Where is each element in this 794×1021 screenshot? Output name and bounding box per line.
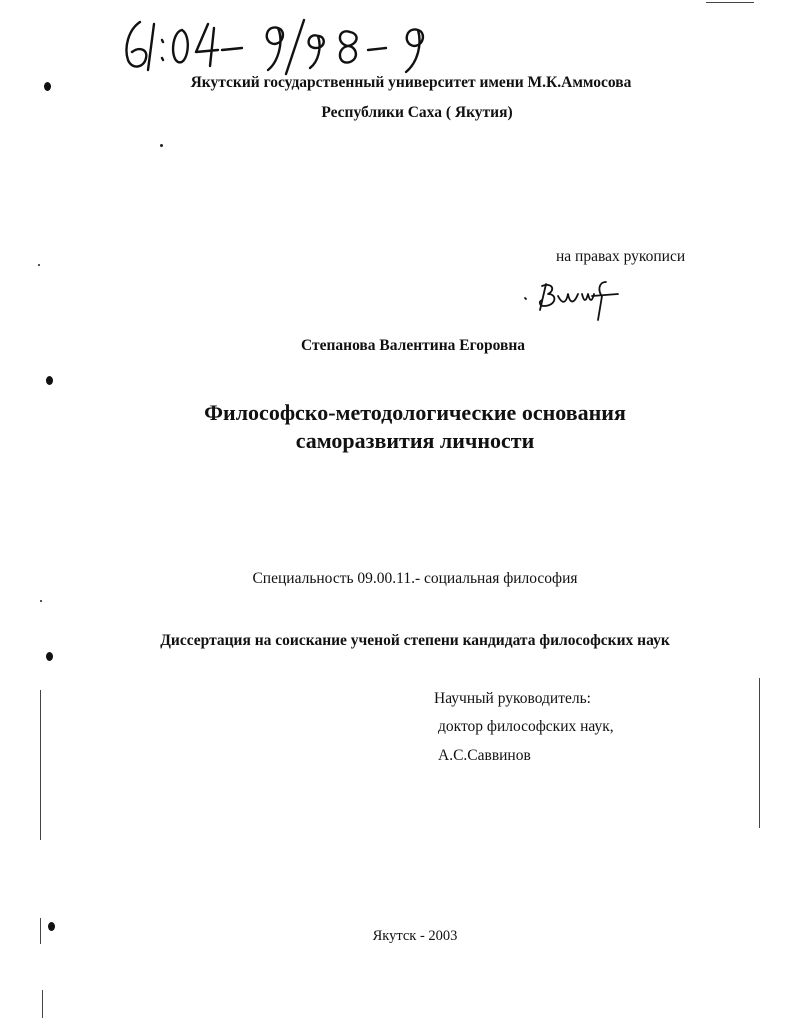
manuscript-note: на правах рукописи [556, 248, 686, 265]
specialty-line: Специальность 09.00.11.- социальная философия [252, 570, 578, 587]
dissertation-title-line1: Философско-методологические основания [204, 400, 626, 425]
scan-margin-line [40, 918, 41, 944]
scan-dust [40, 600, 42, 602]
scan-margin-line [759, 678, 760, 828]
punch-hole [44, 82, 51, 91]
scan-dust [160, 144, 163, 147]
dissertation-title-line2: саморазвития личности [295, 428, 535, 453]
advisor-name: А.С.Саввинов [438, 747, 531, 764]
scan-margin-line [42, 990, 43, 1018]
scan-edge-line [706, 2, 754, 3]
punch-hole [46, 652, 53, 661]
advisor-degree: доктор философских наук, [438, 718, 614, 735]
archive-code-drawing [118, 14, 458, 78]
city-year: Якутск - 2003 [372, 928, 458, 944]
advisor-label: Научный руководитель: [434, 690, 591, 707]
dissertation-degree-line: Диссертация на соискание ученой степени кандидата философских наук [160, 632, 670, 649]
university-region: Республики Саха ( Якутия) [321, 104, 513, 121]
university-name: Якутский государственный университет имени М.К.Аммосова [190, 74, 632, 91]
author-name: Степанова Валентина Егоровна [300, 337, 526, 354]
handwritten-archive-code [118, 14, 458, 78]
signature-drawing [522, 276, 622, 322]
punch-hole [48, 922, 55, 931]
author-signature [522, 276, 622, 322]
scan-dust [38, 264, 40, 266]
punch-hole [46, 376, 53, 385]
scan-margin-line [40, 690, 41, 840]
